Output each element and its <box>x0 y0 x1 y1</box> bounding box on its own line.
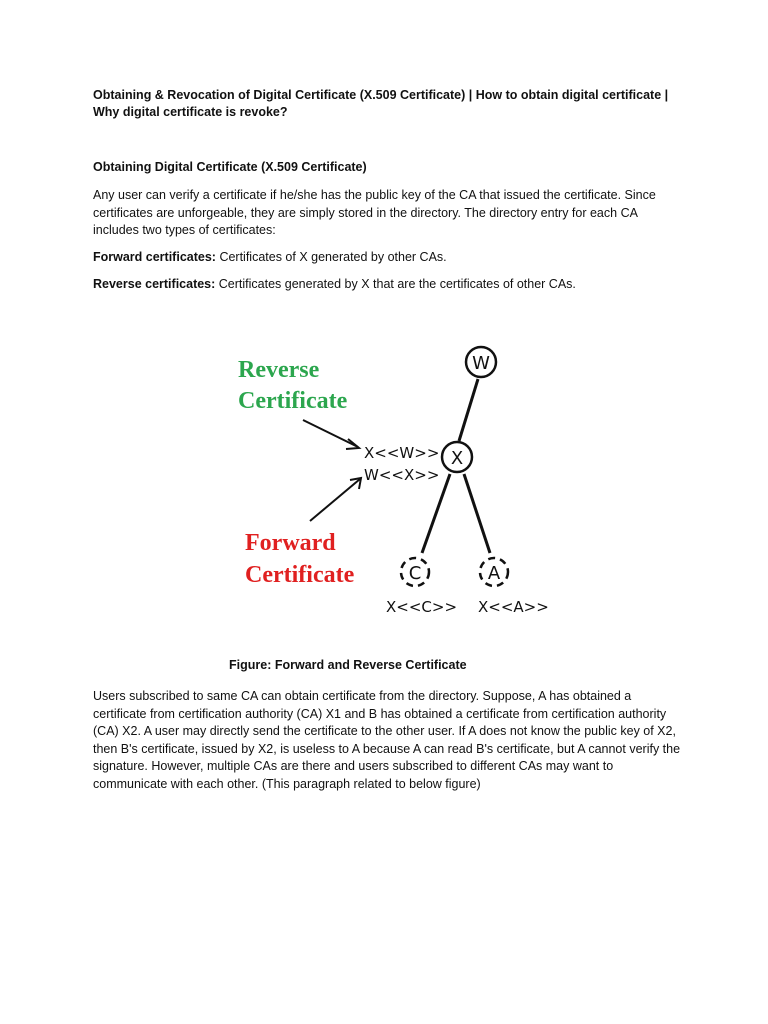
forward-arrow <box>310 478 361 521</box>
intro-paragraph: Any user can verify a certificate if he/she has the public key of the CA that issued the certificate. Since certificates are unforgeable, they are simply stored in the directory. The directory entry for each CA includes two types of certificates: <box>93 188 656 237</box>
forward-certificates-label: Forward certificates: <box>93 250 216 264</box>
closing-paragraph: Users subscribed to same CA can obtain certificate from the directory. Suppose, A has obtained a certificate from certification authority (CA) X1 and B has obtained a certificate from certification authority (CA) X2. A user may directly send the certificate to the other user. If A does not know the public key of X2, then B's certificate, issued by X2, is useless to A because A can read B's certificate, but A cannot verify the signature. However, multiple CAs are there and users subscribed to different CAs may want to communicate with each other. (This paragraph related to below figure) <box>93 689 681 791</box>
document-title: Obtaining & Revocation of Digital Certificate (X.509 Certificate) | How to obtain digital certificate | Why digital certificate is revoke? <box>93 88 669 119</box>
reverse-certificates-label: Reverse certificates: <box>93 277 216 291</box>
node-w-label: W <box>472 353 490 374</box>
reverse-certificates-text: Certificates generated by X that are the certificates of other CAs. <box>215 277 576 291</box>
forward-certificates-definition <box>93 249 683 267</box>
certificate-hierarchy-figure <box>220 335 560 625</box>
reverse-certificates-definition <box>93 276 683 294</box>
forward-certificates-text: Certificates of X generated by other CAs. <box>215 250 447 264</box>
forward-label-line1: Forward <box>245 530 336 556</box>
reverse-label-line1: Reverse <box>238 357 320 383</box>
reverse-arrow <box>303 420 359 449</box>
node-a-label: A <box>487 563 501 584</box>
cert-x-w: X<<W>> <box>364 444 440 462</box>
section-heading: Obtaining Digital Certificate (X.509 Certificate) <box>93 160 367 174</box>
node-c-label: C <box>408 563 422 584</box>
cert-x-c: X<<C>> <box>386 598 458 616</box>
node-x-label: X <box>450 448 464 469</box>
cert-w-x: W<<X>> <box>364 466 440 484</box>
cert-x-a: X<<A>> <box>478 598 549 616</box>
forward-label-line2: Certificate <box>245 562 355 588</box>
figure-caption: Figure: Forward and Reverse Certificate <box>229 658 467 672</box>
reverse-label-line2: Certificate <box>238 388 348 414</box>
